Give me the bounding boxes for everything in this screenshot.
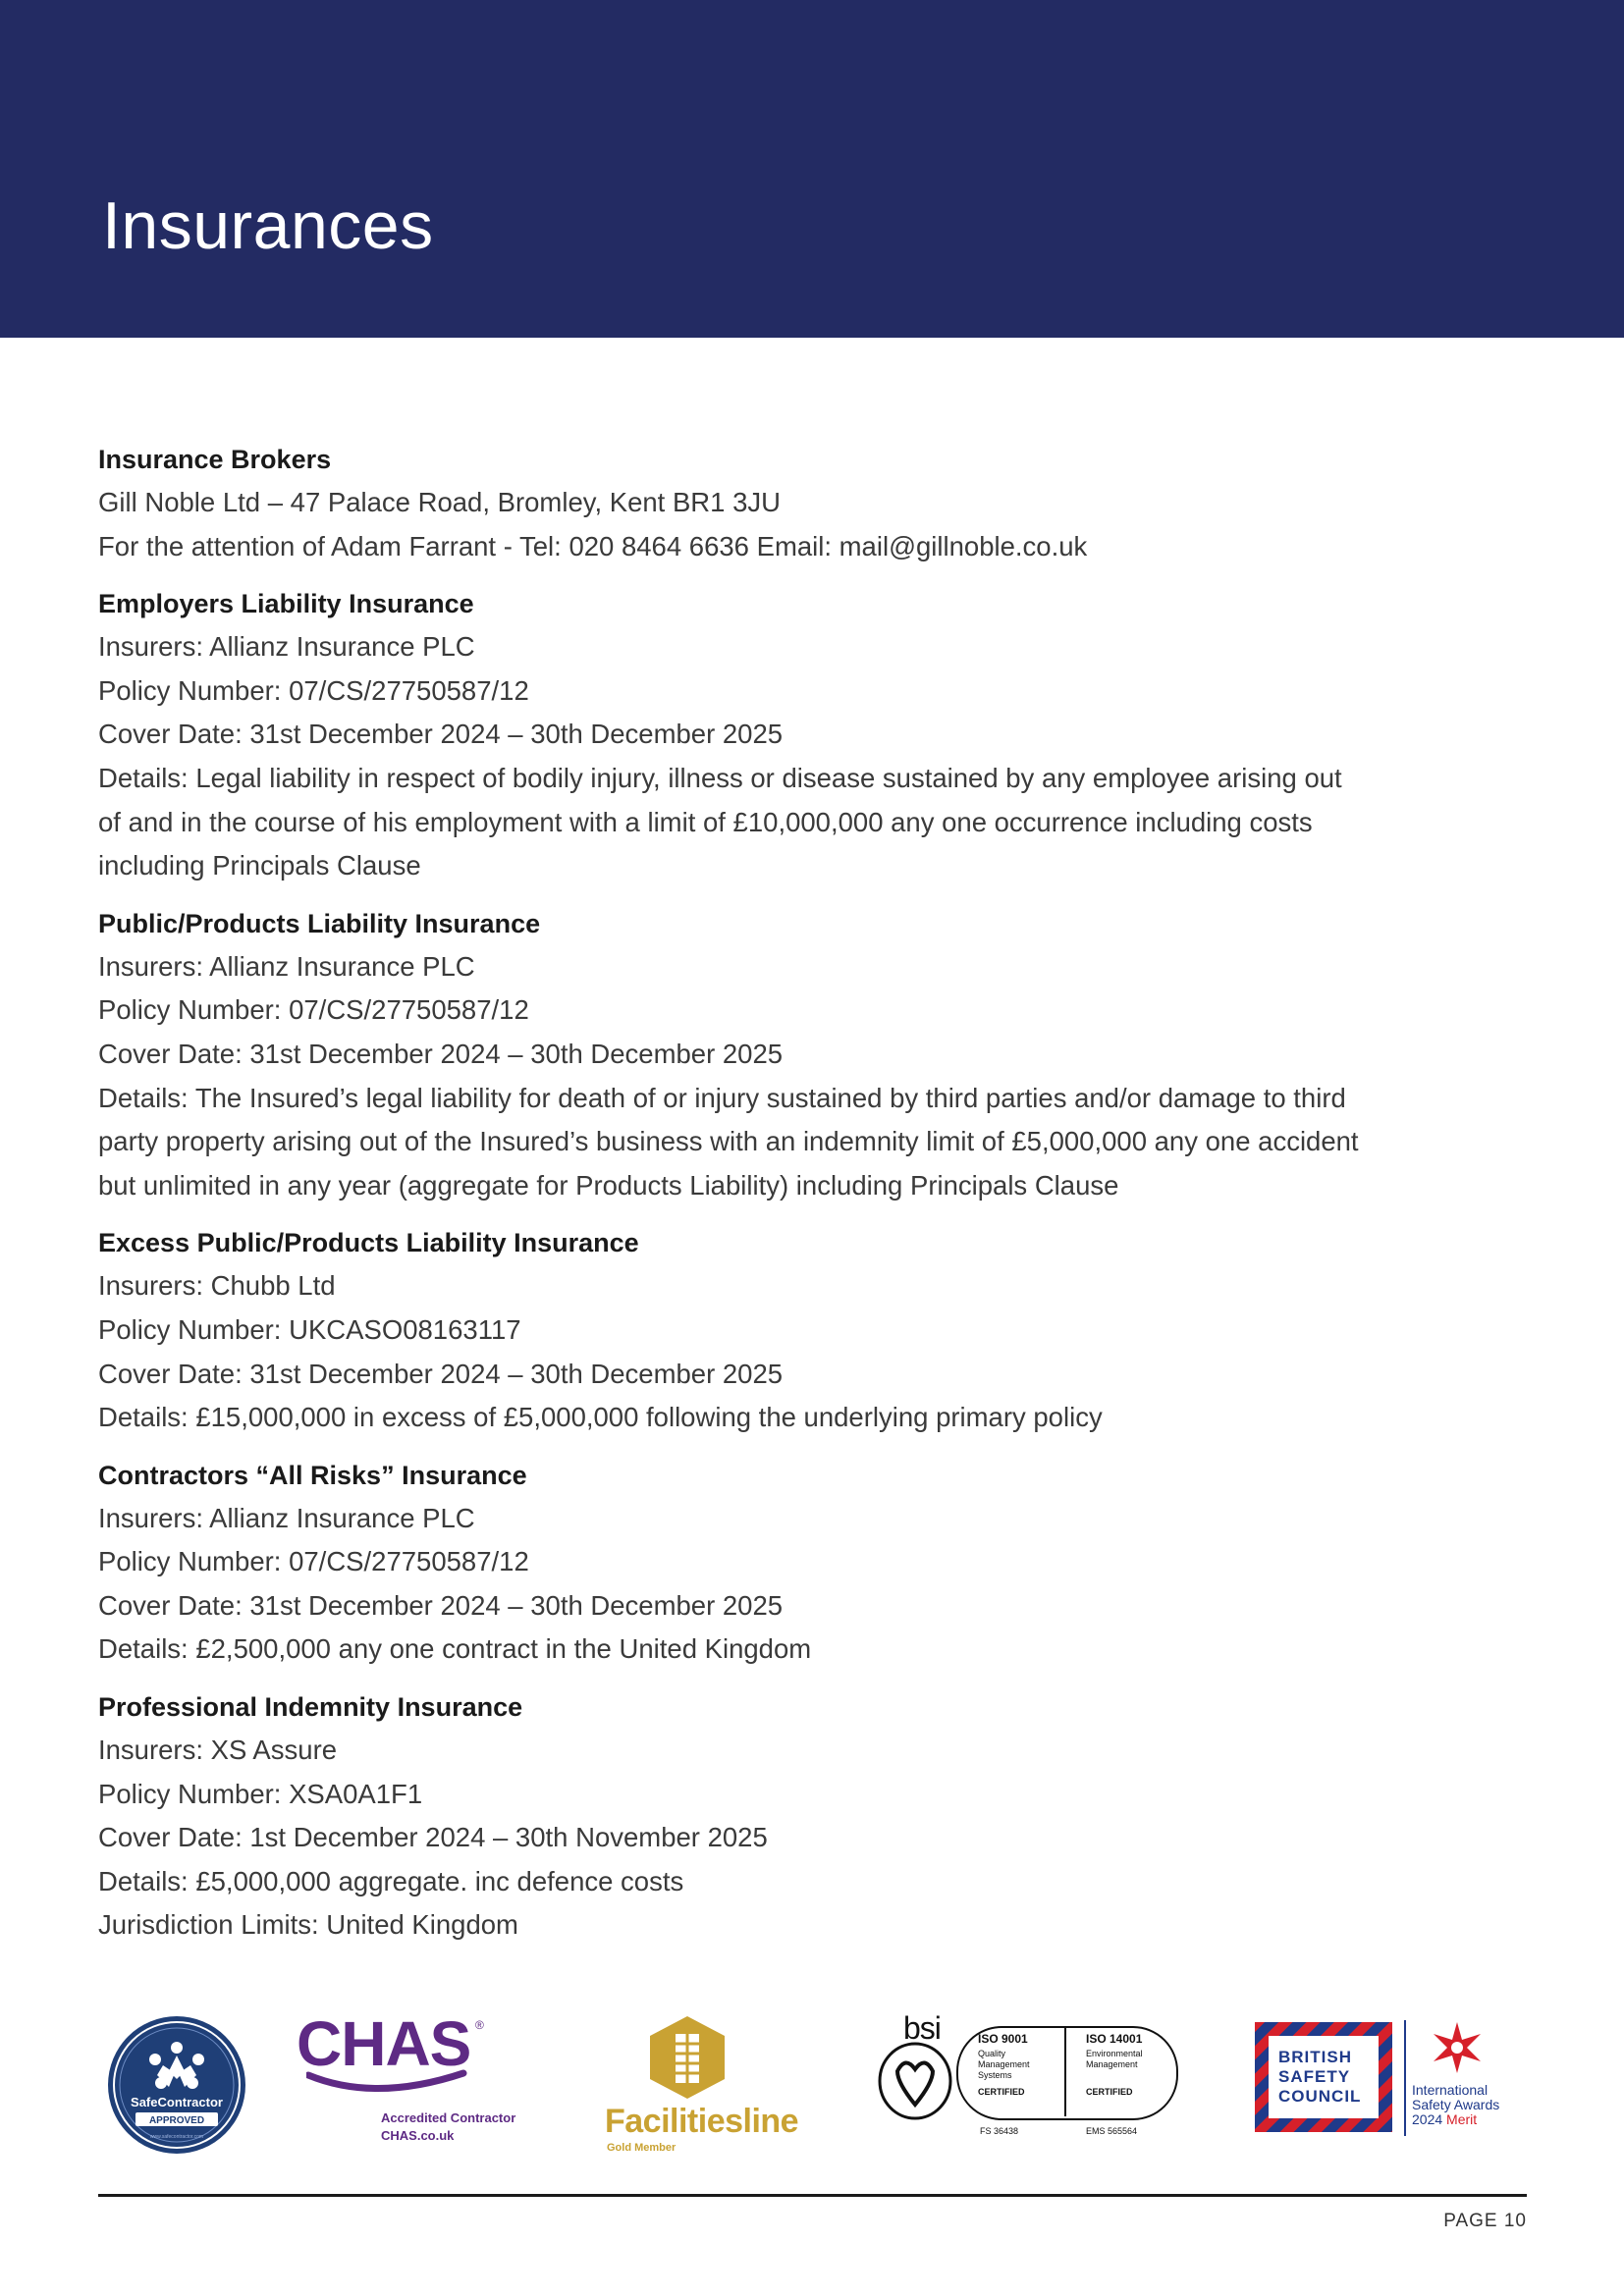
chas-website: CHAS.co.uk	[381, 2128, 455, 2143]
section-line: Details: Legal liability in respect of bodily injury, illness or disease sustained by any employee arising out	[98, 762, 1342, 793]
section-line: For the attention of Adam Farrant - Tel: 020 8464 6636 Email: mail@gillnoble.co.uk	[98, 530, 1088, 561]
accreditation-logos	[98, 2002, 1532, 2160]
iso9001-ref: FS 36438	[980, 2126, 1019, 2136]
award-line1: International	[1412, 2082, 1489, 2098]
section-heading: Professional Indemnity Insurance	[98, 1692, 523, 1723]
bsi-certification-logo	[874, 2010, 1198, 2146]
section-line: Policy Number: 07/CS/27750587/12	[98, 674, 529, 706]
facilitiesline-wordmark: Facilitiesline	[605, 2103, 799, 2140]
iso14001-line2: Management	[1086, 2059, 1138, 2069]
section-public-products-liability	[98, 902, 1532, 1208]
facilitiesline-building-icon	[644, 2014, 731, 2101]
award-merit: Merit	[1446, 2111, 1478, 2127]
iso9001-title: ISO 9001	[978, 2032, 1028, 2046]
iso9001-line3: Systems	[978, 2070, 1012, 2080]
iso14001-block	[1086, 2034, 1143, 2098]
section-line: Jurisdiction Limits: United Kingdom	[98, 1909, 518, 1941]
iso9001-block	[978, 2034, 1030, 2098]
section-line: Cover Date: 1st December 2024 – 30th November 2025	[98, 1822, 768, 1853]
bsc-vertical-divider	[1404, 2020, 1406, 2136]
section-line: of and in the course of his employment with a limit of £10,000,000 any one occurrence including costs	[98, 806, 1313, 837]
section-contractors-all-risks	[98, 1454, 1532, 1672]
section-line: Insurers: Allianz Insurance PLC	[98, 950, 475, 982]
safecontractor-logo	[106, 2014, 247, 2156]
section-line: Policy Number: 07/CS/27750587/12	[98, 1546, 529, 1577]
bsc-line3: COUNCIL	[1278, 2087, 1362, 2106]
british-safety-council-logo	[1253, 2020, 1532, 2148]
section-line: Cover Date: 31st December 2024 – 30th December 2025	[98, 1589, 784, 1621]
iso14001-line1: Environmental	[1086, 2049, 1143, 2058]
page-number: PAGE 10	[1443, 2211, 1527, 2231]
award-line2: Safety Awards	[1412, 2097, 1500, 2112]
iso14001-certified: CERTIFIED	[1086, 2087, 1133, 2097]
section-heading: Excess Public/Products Liability Insurance	[98, 1228, 639, 1258]
section-line: Cover Date: 31st December 2024 – 30th December 2025	[98, 719, 784, 750]
bsc-line1: BRITISH	[1278, 2048, 1352, 2066]
award-year: 2024	[1412, 2111, 1443, 2127]
bsc-text-block	[1278, 2048, 1361, 2107]
section-line: Gill Noble Ltd – 47 Palace Road, Bromley, Kent BR1 3JU	[98, 487, 781, 517]
chas-swoosh-icon	[306, 2069, 493, 2099]
bsi-kitemark-icon	[876, 2040, 954, 2122]
chas-wordmark: CHAS	[297, 2008, 471, 2079]
section-line: Details: £5,000,000 aggregate. inc defence costs	[98, 1865, 684, 1896]
section-insurance-brokers	[98, 438, 1532, 568]
section-line: Insurers: XS Assure	[98, 1735, 338, 1766]
iso9001-certified: CERTIFIED	[978, 2087, 1025, 2097]
bsc-line2: SAFETY	[1278, 2067, 1351, 2086]
section-employers-liability	[98, 582, 1532, 888]
chas-registered-mark: ®	[475, 2018, 484, 2032]
facilitiesline-tier: Gold Member	[607, 2142, 677, 2154]
chas-accredited-label: Accredited Contractor	[381, 2110, 516, 2125]
footer-divider	[98, 2194, 1527, 2197]
section-line: Details: £15,000,000 in excess of £5,000,000 following the underlying primary policy	[98, 1402, 1103, 1433]
section-line: including Principals Clause	[98, 850, 421, 881]
section-line: Policy Number: 07/CS/27750587/12	[98, 994, 529, 1026]
section-line: Details: The Insured’s legal liability for death of or injury sustained by third parties and/or damage to third	[98, 1082, 1346, 1113]
bsi-divider	[1064, 2028, 1066, 2116]
iso14001-title: ISO 14001	[1086, 2032, 1143, 2046]
section-line: Policy Number: UKCASO08163117	[98, 1313, 521, 1345]
section-line: Cover Date: 31st December 2024 – 30th December 2025	[98, 1038, 784, 1069]
safecontractor-ring-text: www.safecontractor.com	[149, 2134, 204, 2140]
page-header	[0, 0, 1624, 338]
iso9001-line1: Quality	[978, 2049, 1006, 2058]
section-heading: Contractors “All Risks” Insurance	[98, 1460, 527, 1490]
award-text-block	[1412, 2083, 1499, 2127]
section-heading: Public/Products Liability Insurance	[98, 908, 541, 938]
safecontractor-status: APPROVED	[148, 2115, 205, 2126]
award-line3	[1412, 2112, 1499, 2127]
insurance-details	[98, 438, 1532, 1961]
chas-logo	[297, 2008, 532, 2150]
award-star-icon	[1430, 2020, 1485, 2075]
section-line: party property arising out of the Insured’s business with an indemnity limit of £5,000,000 any one accident	[98, 1126, 1359, 1157]
page-title: Insurances	[102, 188, 434, 263]
section-line: but unlimited in any year (aggregate for Products Liability) including Principals Clause	[98, 1169, 1119, 1201]
iso14001-ref: EMS 565564	[1086, 2126, 1138, 2136]
section-line: Policy Number: XSA0A1F1	[98, 1778, 423, 1809]
iso9001-line2: Management	[978, 2059, 1030, 2069]
section-line: Insurers: Allianz Insurance PLC	[98, 1502, 475, 1533]
section-heading: Insurance Brokers	[98, 445, 332, 474]
section-line: Insurers: Chubb Ltd	[98, 1270, 336, 1302]
section-line: Insurers: Allianz Insurance PLC	[98, 631, 475, 663]
section-line: Details: £2,500,000 any one contract in the United Kingdom	[98, 1633, 812, 1665]
safecontractor-name: SafeContractor	[131, 2095, 223, 2109]
bsi-wordmark: bsi	[903, 2010, 941, 2046]
facilitiesline-logo	[605, 2014, 821, 2162]
section-heading: Employers Liability Insurance	[98, 589, 474, 619]
section-excess-liability	[98, 1221, 1532, 1439]
section-professional-indemnity	[98, 1685, 1532, 1948]
section-line: Cover Date: 31st December 2024 – 30th December 2025	[98, 1358, 784, 1389]
